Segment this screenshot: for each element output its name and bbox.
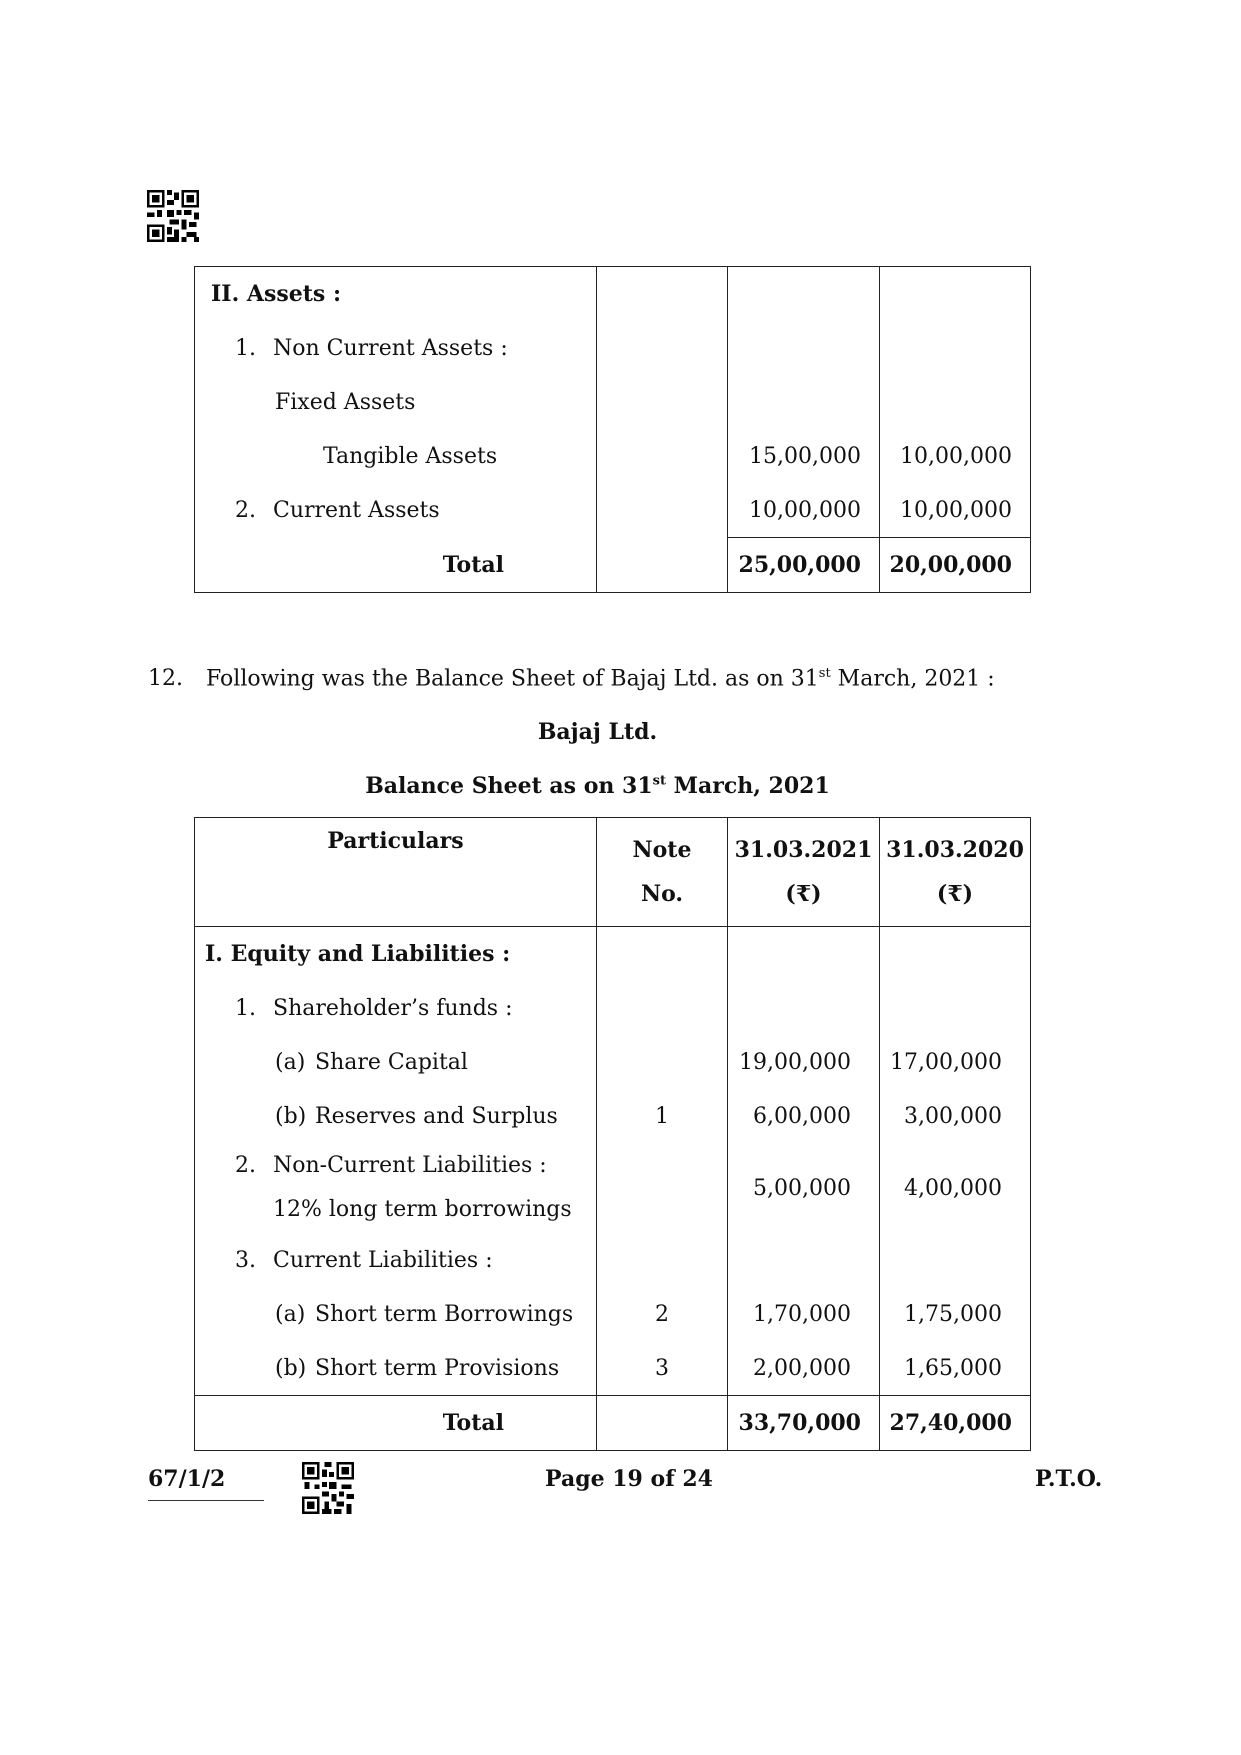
balance-sheet-table	[194, 817, 1031, 1451]
table-row: 3. Current Liabilities :	[195, 1233, 1031, 1287]
value-2021: 15,00,000	[728, 429, 880, 483]
table-row: 2. Non-Current Liabilities : 12% long term borrowings 5,00,000 4,00,000	[195, 1143, 1031, 1233]
row-label: Short term Borrowings	[315, 1301, 574, 1327]
value-2020: 3,00,000	[880, 1089, 1031, 1143]
row-label: Current Assets	[273, 497, 440, 523]
row-label: Share Capital	[315, 1049, 468, 1075]
assets-heading: II. Assets :	[195, 267, 597, 322]
total-label: Total	[195, 538, 597, 593]
row-number: 1.	[235, 335, 256, 361]
row-label: Tangible Assets	[195, 429, 597, 483]
table-row: 1. Shareholder’s funds :	[195, 981, 1031, 1035]
value-2020: 17,00,000	[880, 1035, 1031, 1089]
pto-label: P.T.O.	[1035, 1466, 1103, 1492]
paper-code: 67/1/2	[148, 1466, 226, 1492]
total-2021: 25,00,000	[728, 538, 880, 593]
table-row: (b) Reserves and Surplus 1 6,00,000 3,00,000	[195, 1089, 1031, 1143]
row-number: 2.	[235, 497, 256, 523]
value-2021: 10,00,000	[728, 483, 880, 538]
value-2021: 2,00,000	[728, 1341, 880, 1396]
value-2020: 10,00,000	[880, 483, 1031, 538]
row-label: Reserves and Surplus	[315, 1103, 558, 1129]
row-label: Non-Current Liabilities :	[273, 1153, 547, 1178]
total-2020: 27,40,000	[880, 1396, 1031, 1451]
table-row	[195, 321, 1031, 375]
value-2020: 4,00,000	[880, 1143, 1031, 1233]
question-number: 12.	[148, 666, 183, 692]
value-2020: 1,65,000	[880, 1341, 1031, 1396]
table-row	[195, 375, 1031, 429]
total-row	[195, 538, 1031, 593]
section-heading: I. Equity and Liabilities :	[195, 927, 597, 982]
total-label: Total	[195, 1396, 597, 1451]
note-number: 2	[597, 1287, 728, 1341]
qr-code-icon	[147, 190, 199, 242]
value-2021: 6,00,000	[728, 1089, 880, 1143]
table-row	[195, 483, 1031, 538]
value-2021: 5,00,000	[728, 1143, 880, 1233]
row-label: Current Liabilities :	[273, 1247, 493, 1273]
row-label: 12% long term borrowings	[273, 1197, 572, 1222]
code-underline	[148, 1500, 264, 1501]
header-row	[195, 818, 1031, 927]
row-label: Shareholder’s funds :	[273, 995, 513, 1021]
note-number: 3	[597, 1341, 728, 1396]
table-row	[195, 267, 1031, 322]
note-header: Note No.	[597, 818, 728, 927]
qr-code-icon	[302, 1462, 354, 1514]
table-row: (b) Short term Provisions 3 2,00,000 1,65,000	[195, 1341, 1031, 1396]
table-row: (a) Share Capital 19,00,000 17,00,000	[195, 1035, 1031, 1089]
total-row	[195, 1396, 1031, 1451]
total-2021: 33,70,000	[728, 1396, 880, 1451]
row-label: Non Current Assets :	[273, 335, 508, 361]
total-2020: 20,00,000	[880, 538, 1031, 593]
company-name: Bajaj Ltd.	[537, 719, 658, 745]
question-text: 12. Following was the Balance Sheet of Bajaj Ltd. as on 31st March, 2021 :	[148, 666, 995, 692]
row-label: Short term Provisions	[315, 1355, 560, 1381]
value-2020: 10,00,000	[880, 429, 1031, 483]
col-2021-header: 31.03.2021 (₹)	[728, 818, 880, 927]
balance-sheet-title: Balance Sheet as on 31st March, 2021	[365, 773, 830, 799]
value-2020: 1,75,000	[880, 1287, 1031, 1341]
table-row	[195, 927, 1031, 982]
table-row	[195, 429, 1031, 483]
col-2020-header: 31.03.2020 (₹)	[880, 818, 1031, 927]
row-label: Fixed Assets	[195, 375, 597, 429]
assets-table	[194, 266, 1031, 593]
page-number: Page 19 of 24	[545, 1466, 713, 1492]
table-row: (a) Short term Borrowings 2 1,70,000 1,75,000	[195, 1287, 1031, 1341]
value-2021: 1,70,000	[728, 1287, 880, 1341]
particulars-header: Particulars	[195, 818, 597, 927]
note-number: 1	[597, 1089, 728, 1143]
value-2021: 19,00,000	[728, 1035, 880, 1089]
